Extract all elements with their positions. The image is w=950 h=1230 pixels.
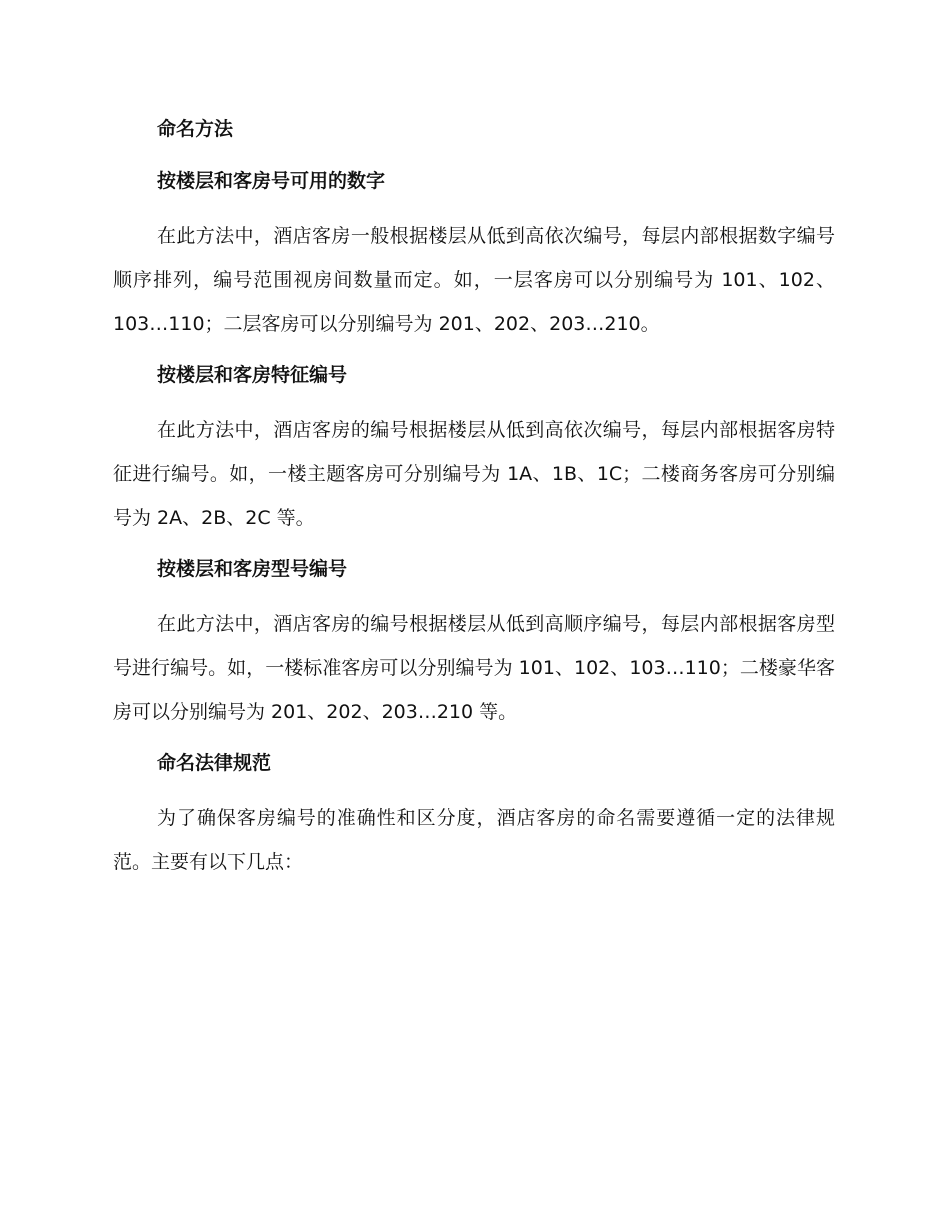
paragraph-floor-and-room-type: 在此方法中，酒店客房的编号根据楼层从低到高顺序编号，每层内部根据客房型号进行编号。如，一楼标准客房可以分别编号为 101、102、103…110；二楼豪华客房可以分别编号为 201、202、203…210 等。 xyxy=(113,613,835,723)
document-page xyxy=(113,110,835,894)
paragraph-naming-regulations: 为了确保客房编号的准确性和区分度，酒店客房的命名需要遵循一定的法律规范。主要有以下几点： xyxy=(113,807,835,873)
subheading-floor-and-room-number: 按楼层和客房号可用的数字 xyxy=(157,170,386,192)
subheading-floor-and-room-feature: 按楼层和客房特征编号 xyxy=(157,364,348,386)
section-heading-naming-regulations: 命名法律规范 xyxy=(157,752,272,774)
paragraph-floor-and-room-feature: 在此方法中，酒店客房的编号根据楼层从低到高依次编号，每层内部根据客房特征进行编号。如，一楼主题客房可分别编号为 1A、1B、1C；二楼商务客房可分别编号为 2A、2B、2C 等。 xyxy=(113,419,835,529)
section-heading-naming-method: 命名方法 xyxy=(157,118,234,140)
subheading-floor-and-room-type: 按楼层和客房型号编号 xyxy=(157,558,348,580)
paragraph-floor-and-room-number: 在此方法中，酒店客房一般根据楼层从低到高依次编号，每层内部根据数字编号顺序排列，编号范围视房间数量而定。如，一层客房可以分别编号为 101、102、103…110；二层客房可以分别编号为 201、202、203…210。 xyxy=(113,225,835,335)
